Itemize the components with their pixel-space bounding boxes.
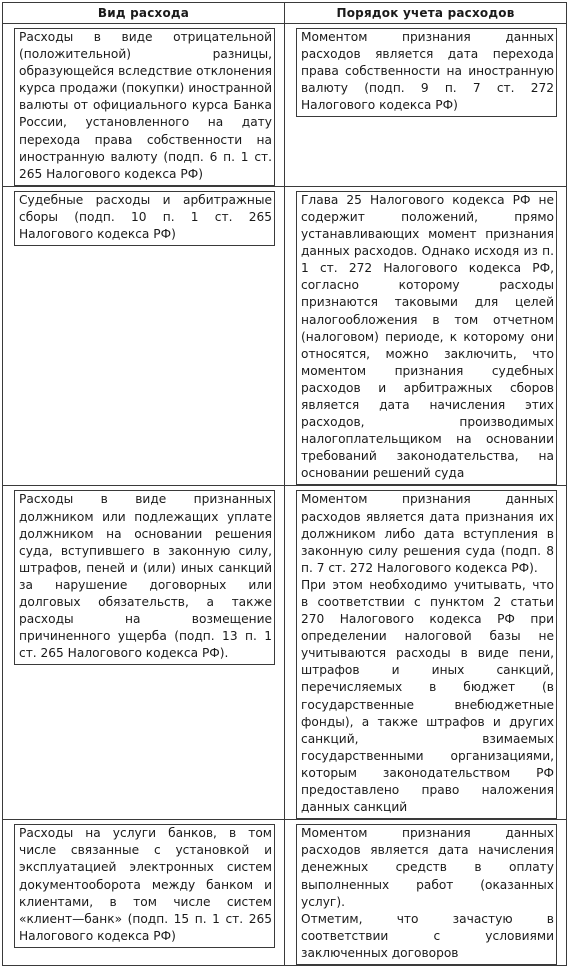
procedure-paragraph: Моментом признания данных расходов является дата начисления денежных средств в оплату выполненных работ (оказанных услуг).: [301, 826, 554, 909]
expense-type-paragraph: Судебные расходы и арбитражные сборы (подп. 10 п. 1 ст. 265 Налогового кодекса РФ): [19, 192, 272, 242]
expense-type-text: [14, 824, 275, 948]
accounting-procedure-cell: [285, 486, 567, 820]
expense-type-paragraph: Расходы в виде признанных должником или подлежащих уплате должником на основании решения суда, вступившего в законную силу, штрафов, пеней и (или) иных санкций за нарушение договорных или долговых обязательств, а также расходы на возмещение причиненного ущерба (подп. 13 п. 1 ст. 265 Налогового кодекса РФ).: [19, 492, 272, 661]
expense-type-paragraph: Расходы в виде отрицательной (положительной) разницы, образующейся вследствие отклонения курса продажи (покупки) иностранной валюты от официального курса Банка России, установленного на дату перехода права собственности на иностранную валюту (подп. 6 п. 1 ст. 265 Налогового кодекса РФ): [19, 30, 272, 181]
expense-type-cell: [3, 820, 285, 966]
column-header-expense-type: Вид расхода: [3, 3, 285, 24]
accounting-procedure-text: [296, 28, 557, 117]
procedure-paragraph: При этом необходимо учитывать, что в соответствии с пунктом 2 статьи 270 Налогового кодекса РФ при определении налоговой базы не учитываются расходы в виде пени, штрафов и иных санкций, перечисляемых в бюджет (в государственные внебюджетные фонды), а также штрафов и других санкций, взимаемых государственными организациями, которым законодательством РФ предоставлено право наложения данных санкций: [301, 577, 554, 815]
accounting-procedure-cell: [285, 24, 567, 187]
table-row: [3, 24, 567, 187]
accounting-procedure-cell: [285, 820, 567, 966]
expense-type-cell: [3, 486, 285, 820]
procedure-paragraph: Отметим, что зачастую в соответствии с условиями заключенных договоров: [301, 911, 554, 960]
expense-type-cell: [3, 24, 285, 187]
expense-type-text: [14, 191, 275, 246]
table-header-row: [3, 3, 567, 24]
expense-type-text: [14, 28, 275, 186]
procedure-paragraph: Моментом признания данных расходов является дата перехода права собственности на иностранную валюту (подп. 9 п. 7 ст. 272 Налогового кодекса РФ): [301, 30, 554, 113]
accounting-procedure-text: [296, 191, 557, 486]
expense-type-text: [14, 490, 275, 665]
expense-type-paragraph: Расходы на услуги банков, в том числе связанные с установкой и эксплуатацией электронных систем документооборота между банком и клиентами, в том числе систем «клиент—банк» (подп. 15 п. 1 ст. 265 Налогового кодекса РФ): [19, 826, 272, 943]
accounting-procedure-text: [296, 490, 557, 819]
accounting-procedure-cell: [285, 186, 567, 486]
procedure-paragraph: Моментом признания данных расходов является дата признания их должником либо дата вступления в законную силу решения суда (подп. 8 п. 7 ст. 272 Налогового кодекса РФ).: [301, 492, 554, 575]
accounting-procedure-text: [296, 824, 557, 965]
table-row: [3, 186, 567, 486]
table-row: [3, 486, 567, 820]
column-header-accounting-procedure: Порядок учета расходов: [285, 3, 567, 24]
expense-accounting-table: [2, 2, 567, 966]
procedure-paragraph: Глава 25 Налогового кодекса РФ не содержит положений, прямо устанавливающих момент признания данных расходов. Однако исходя из п. 1 ст. 272 Налогового кодекса РФ, согласно которому расходы признаются таковыми для целей налогообложения в том отчетном (налоговом) периоде, к которому они относятся, можно заключить, что моментом признания судебных расходов и арбитражных сборов является дата начисления этих расходов, производимых налогоплательщиком на основании требований законодательства, на основании решений суда: [301, 192, 554, 481]
expense-type-cell: [3, 186, 285, 486]
table-row: [3, 820, 567, 966]
